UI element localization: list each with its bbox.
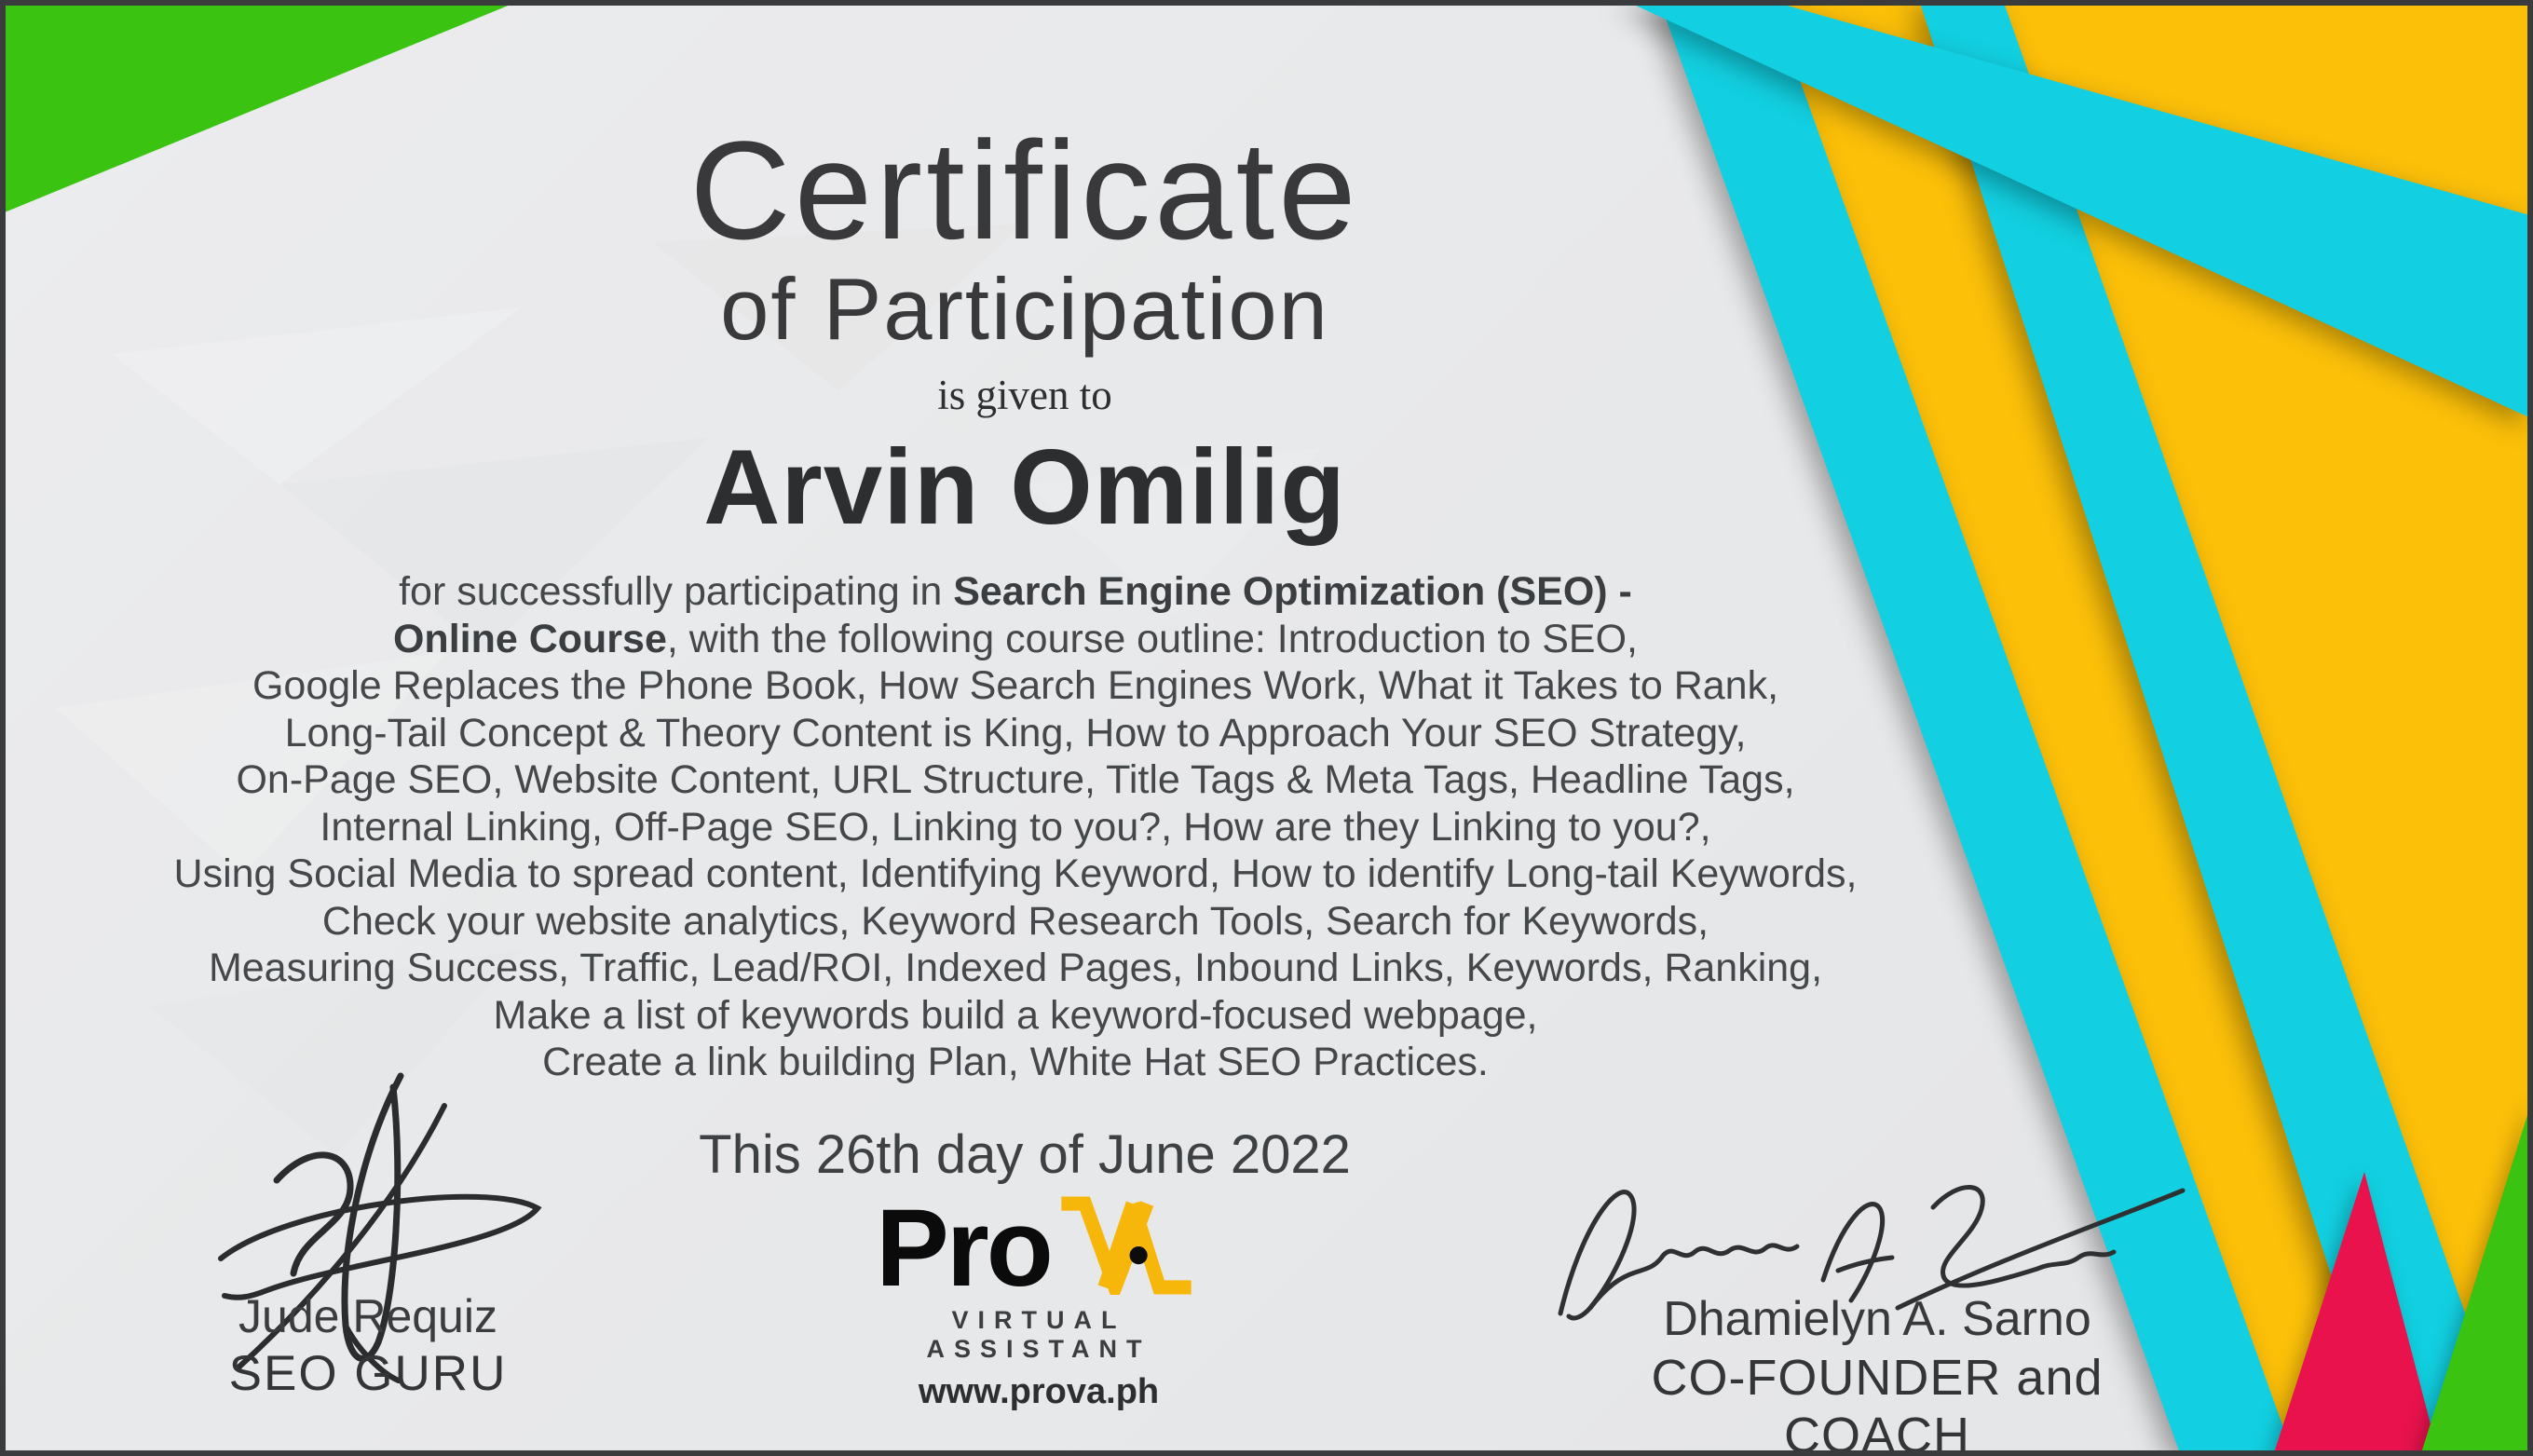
prova-website: www.prova.ph [918, 1372, 1160, 1411]
course-outline-line: On-Page SEO, Website Content, URL Structure, Title Tags & Meta Tags, Headline Tags, [236, 757, 1795, 802]
prova-logo [866, 1185, 1211, 1412]
course-outline-line: Online Course, with the following course outline: Introduction to SEO, [392, 616, 1638, 661]
course-outline-line: Measuring Success, Traffic, Lead/ROI, Indexed Pages, Inbound Links, Keywords, Ranking, [208, 946, 1823, 990]
presentation-line: is given to [937, 372, 1112, 418]
date-line: This 26th day of June 2022 [699, 1124, 1351, 1185]
prova-subtitle: VIRTUAL ASSISTANT [926, 1306, 1151, 1363]
course-outline-line: Create a link building Plan, White Hat SEO Practices. [542, 1040, 1489, 1084]
right-signatory-role: CO-FOUNDER and COACH [1651, 1350, 2104, 1456]
certificate-subtitle: of Participation [720, 260, 1329, 358]
course-outline-line: for successfully participating in Search Engine Optimization (SEO) - [399, 569, 1632, 614]
course-outline-line: Using Social Media to spread content, Identifying Keyword, How to identify Long-tail Keywords, [173, 851, 1858, 896]
course-outline-line: Internal Linking, Off-Page SEO, Linking to you?, How are they Linking to you?, [320, 804, 1711, 850]
left-signatory-name: Jude Requiz [238, 1290, 497, 1342]
prova-va-monogram-icon [1055, 1196, 1202, 1295]
course-outline-line: Google Replaces the Phone Book, How Search Engines Work, What it Takes to Rank, [252, 663, 1779, 708]
prova-wordmark: Pro [876, 1187, 1051, 1310]
prova-logo-row [866, 1185, 1211, 1310]
certificate-title: Certificate [689, 112, 1360, 268]
left-signatory-role: SEO GURU [228, 1346, 508, 1401]
recipient-name: Arvin Omilig [703, 429, 1346, 547]
course-outline-line: Make a list of keywords build a keyword-focused webpage, [493, 992, 1538, 1038]
course-outline-line: Long-Tail Concept & Theory Content is King, How to Approach Your SEO Strategy, [284, 710, 1747, 755]
course-outline [42, 568, 1989, 1086]
course-outline-line: Check your website analytics, Keyword Research Tools, Search for Keywords, [321, 898, 1709, 944]
right-signatory-name: Dhamielyn A. Sarno [1663, 1292, 2091, 1346]
monogram-dot [1129, 1246, 1147, 1264]
